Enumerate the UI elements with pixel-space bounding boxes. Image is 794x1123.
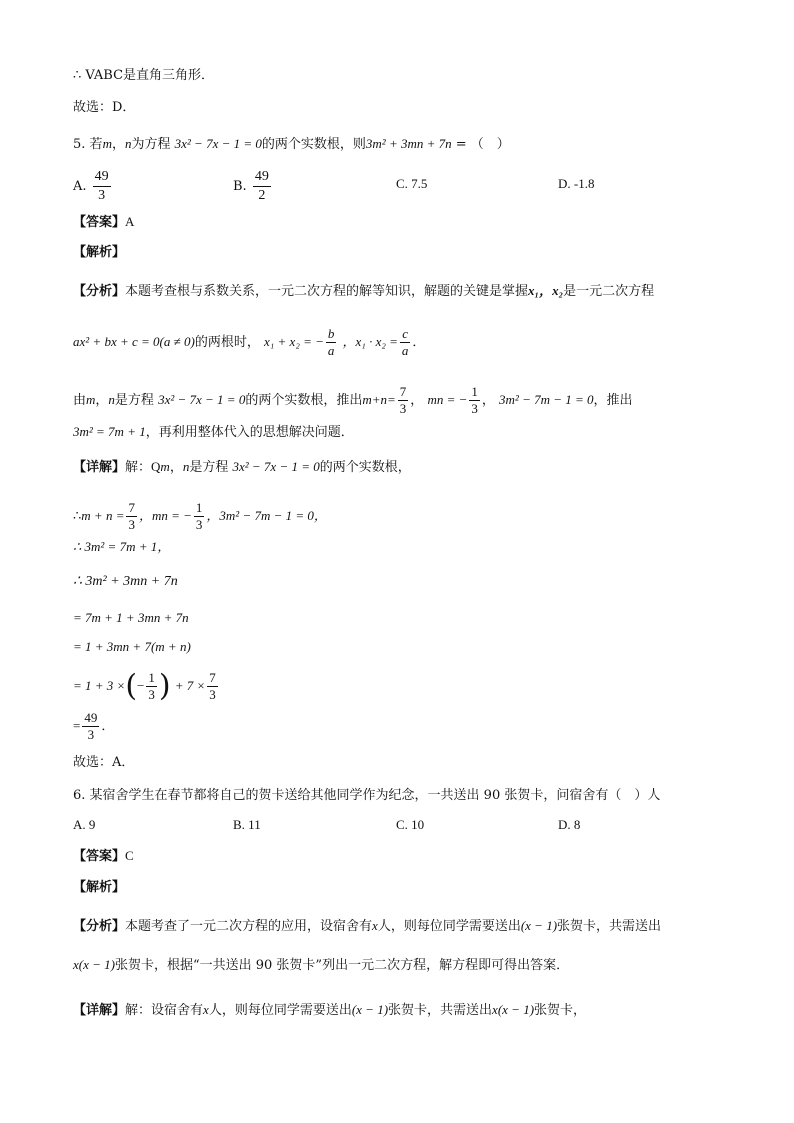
fraction: $\frac{7}{3}$ — [128, 500, 135, 532]
question-5: 5. 若m，n为方程 3x² − 7x − 1 = 0的两个实数根，则3m² + 3mn + 7n = （ ） — [73, 136, 510, 152]
question-6: 6. 某宿舍学生在春节都将自己的贺卡送给其他同学作为纪念，一共送出 90 张贺卡，问宿舍有（ ）人 — [73, 788, 661, 803]
option-c: C. 10 — [396, 817, 425, 832]
choice-line: 故选：D． — [73, 100, 136, 115]
fenxi-5-line2: ax² + bx + c = 0(a ≠ 0)的两根时， x₁ + x₂ = − $\frac{b}{a}$ ，x₁ · x₂ = $\frac{c}{a}$ ． — [73, 326, 426, 358]
fenxi-5-line3: 由m，n是方程 3x² − 7x − 1 = 0的两个实数根，推出m+n= $\frac{7}{3}$ ， mn = − $\frac{1}{3}$ ， 3m² − 7m − 1 = 0，推出 — [73, 384, 633, 416]
option-b: B. $\frac{49}{2}$ — [233, 169, 269, 203]
fenxi-6-line2: x(x − 1)张贺卡，根据“一共送出 90 张贺卡”列出一元二次方程，解方程即可得出答案． — [73, 957, 570, 973]
xiangjie-6-line1: 【详解】解：设宿舍有x人，则每位同学需要送出(x − 1)张贺卡，共需送出x(x − 1)张贺卡， — [73, 1002, 587, 1018]
step-3: ∴ 3m² + 3mn + 7n — [73, 574, 178, 589]
conclusion-line: ∴ VABC是直角三角形． — [73, 68, 215, 83]
fraction: $\frac{c}{a}$ — [401, 326, 409, 358]
fraction: $\frac{49}{3}$ — [94, 169, 109, 203]
fenxi-5-line4: 3m² = 7m + 1，再利用整体代入的思想解决问题． — [73, 424, 354, 440]
answer-5: 【答案】A — [73, 214, 135, 230]
fraction: $\frac{7}{3}$ — [399, 384, 407, 416]
fenxi-6-line1: 【分析】本题考查了一元二次方程的应用，设宿舍有x人，则每位同学需要送出(x − 1)张贺卡，共需送出 — [73, 918, 662, 934]
step-6: = 1 + 3 ×(− $\frac{1}{3}$ ) + 7 × $\frac{7}{3}$ — [73, 668, 216, 704]
analysis-tag-5: 【解析】 — [73, 245, 126, 260]
step-2: ∴ 3m² = 7m + 1， — [73, 539, 171, 554]
step-1: ∴m + n = $\frac{7}{3}$ ，mn = − $\frac{1}{3}$ ，3m² − 7m − 1 = 0， — [73, 500, 327, 532]
option-d: D. 8 — [558, 817, 581, 832]
option-d: D. -1.8 — [558, 176, 595, 191]
analysis-tag-6: 【解析】 — [73, 880, 126, 895]
fraction: $\frac{49}{3}$ — [84, 710, 98, 742]
fraction: $\frac{b}{a}$ — [327, 326, 335, 358]
answer-6: 【答案】C — [73, 848, 134, 864]
fraction: $\frac{49}{2}$ — [254, 169, 269, 203]
fraction: $\frac{7}{3}$ — [209, 670, 216, 702]
xiangjie-5-line1: 【详解】解：Qm，n是方程 3x² − 7x − 1 = 0的两个实数根， — [73, 459, 411, 475]
option-a: A. 9 — [73, 817, 96, 832]
step-5: = 1 + 3mn + 7(m + n) — [73, 639, 191, 654]
option-a: A. $\frac{49}{3}$ — [73, 169, 109, 203]
fraction: $\frac{1}{3}$ — [195, 500, 203, 532]
step-7: = $\frac{49}{3}$ ． — [73, 710, 115, 742]
fenxi-5-line1: 【分析】本题考查根与系数关系，一元二次方程的解等知识，解题的关键是掌握x₁，x₂是一元二次方程 — [73, 283, 655, 299]
choose-5: 故选：A． — [73, 755, 135, 770]
fraction: $\frac{1}{3}$ — [471, 384, 478, 416]
step-4: = 7m + 1 + 3mn + 7n — [73, 610, 189, 625]
fraction: $\frac{1}{3}$ — [148, 670, 155, 702]
option-b: B. 11 — [233, 817, 261, 832]
option-c: C. 7.5 — [396, 176, 428, 191]
